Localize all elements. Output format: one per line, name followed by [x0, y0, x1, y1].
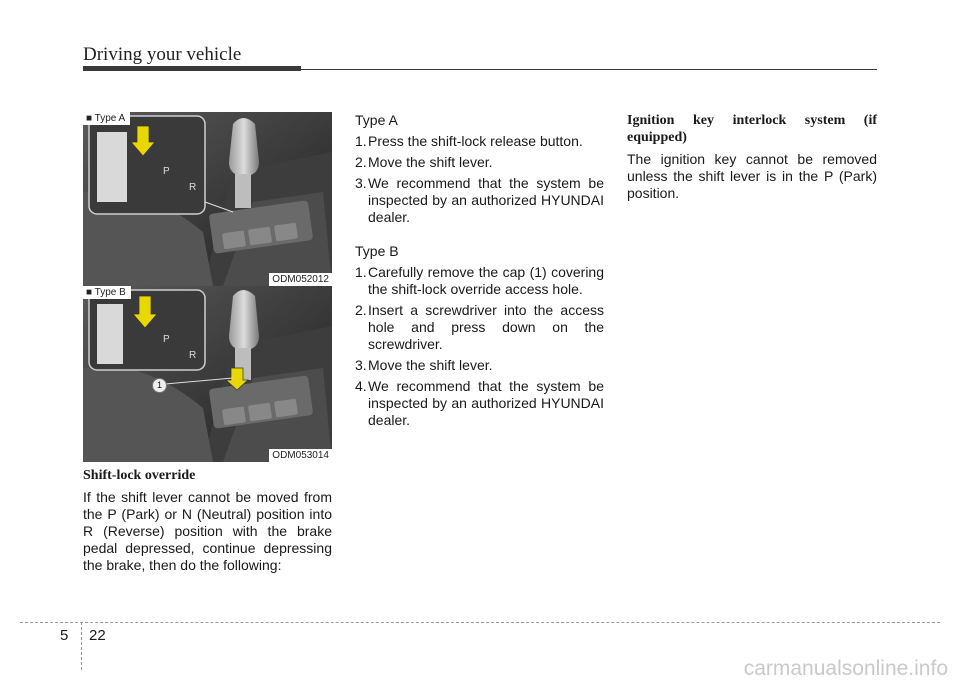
- step-number: 2.: [355, 302, 367, 318]
- figure-b-label-text: Type B: [94, 287, 126, 298]
- figure-a-label: ■ Type A: [83, 112, 130, 125]
- shift-console-illustration-a: [83, 112, 332, 286]
- svg-text:P: P: [163, 334, 170, 345]
- site-watermark: carmanualsonline.info: [743, 657, 948, 680]
- step-text: Carefully remove the cap (1) covering the shift-lock override access hole.: [368, 264, 604, 297]
- step-text: Press the shift-lock release button.: [368, 133, 583, 149]
- svg-text:P: P: [163, 166, 170, 177]
- type-b-step: [355, 357, 604, 374]
- footer-vertical-divider: [81, 622, 82, 670]
- step-number: 2.: [355, 154, 367, 170]
- footer-divider: [20, 622, 940, 623]
- figure-a-label-text: Type A: [94, 113, 126, 124]
- step-number: 1.: [355, 133, 367, 149]
- type-a-step: [355, 133, 604, 150]
- figure-a-code: ODM052012: [269, 273, 332, 286]
- type-a-step: [355, 175, 604, 226]
- step-text: Move the shift lever.: [368, 154, 493, 170]
- type-a-heading: Type A: [355, 112, 398, 128]
- step-number: 3.: [355, 175, 367, 191]
- shift-console-illustration-b: [83, 286, 332, 462]
- type-b-heading: Type B: [355, 243, 399, 259]
- page-header-title: Driving your vehicle: [83, 44, 242, 65]
- shift-lock-intro: If the shift lever cannot be moved from the P (Park) or N (Neutral) position into R (Reverse) position with the brake pedal depressed, continue depressing the brake, then do the following:: [83, 489, 332, 573]
- step-text: We recommend that the system be inspected by an authorized HYUNDAI dealer.: [368, 175, 604, 225]
- ignition-interlock-section: [627, 112, 877, 202]
- svg-text:R: R: [189, 350, 197, 361]
- type-b-step: [355, 264, 604, 298]
- shift-lock-override-heading: Shift-lock override: [83, 468, 196, 483]
- shift-lock-steps: [355, 112, 604, 433]
- svg-text:R: R: [189, 182, 197, 193]
- step-text: Insert a screwdriver into the access hole and press down on the screwdriver.: [368, 302, 604, 352]
- ignition-interlock-body: The ignition key cannot be removed unless the shift lever is in the P (Park) position.: [627, 151, 877, 201]
- figure-type-b: [83, 286, 332, 462]
- type-b-step: [355, 378, 604, 429]
- page-number: 22: [89, 627, 106, 644]
- type-a-step: [355, 154, 604, 171]
- figure-b-code: ODM053014: [269, 449, 332, 462]
- step-number: 3.: [355, 357, 367, 373]
- figure-b-label: ■ Type B: [83, 286, 131, 299]
- type-b-step: [355, 302, 604, 353]
- ignition-interlock-heading: Ignition key interlock system (if equipped): [627, 113, 877, 145]
- step-text: Move the shift lever.: [368, 357, 493, 373]
- chapter-number: 5: [60, 627, 69, 644]
- shift-lock-override-section: [83, 467, 332, 574]
- step-number: 4.: [355, 378, 367, 394]
- figure-type-a: [83, 112, 332, 286]
- step-text: We recommend that the system be inspected by an authorized HYUNDAI dealer.: [368, 378, 604, 428]
- header-rule: [83, 69, 877, 70]
- cap-callout-marker: 1: [152, 378, 167, 393]
- step-number: 1.: [355, 264, 367, 280]
